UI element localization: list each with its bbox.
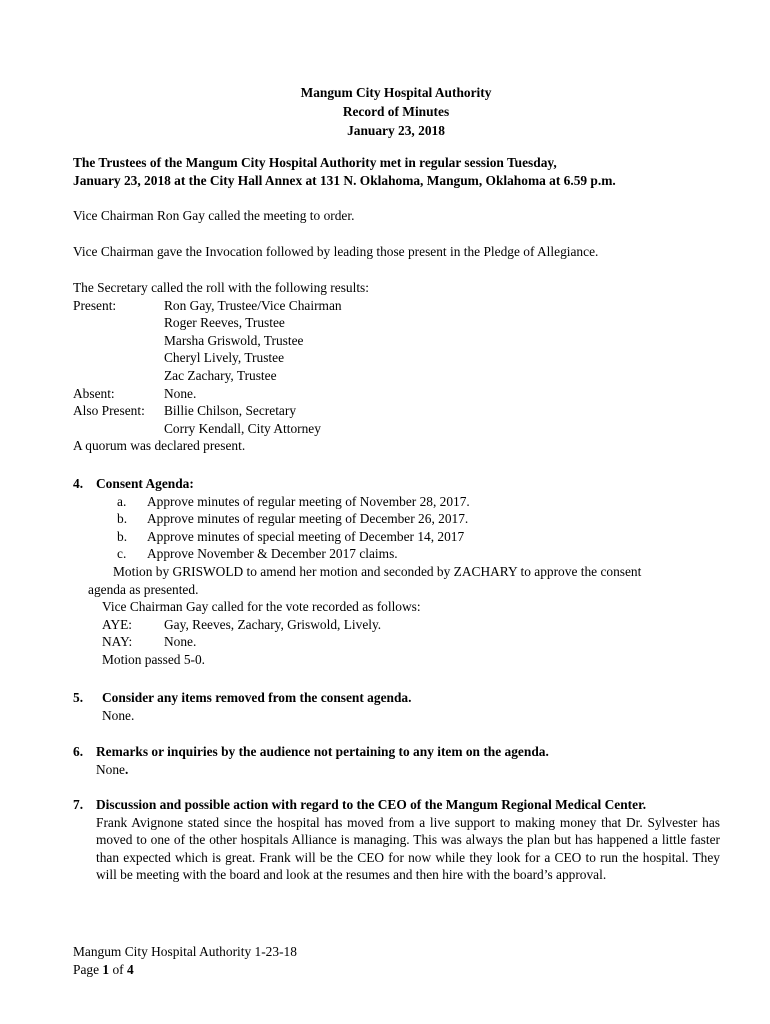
intro-line: The Trustees of the Mangum City Hospital Authority met in regular session Tuesday, [73,155,557,170]
item-title: Discussion and possible action with regard to the CEO of the Mangum Regional Medical Center. [96,797,647,812]
footer-title: Mangum City Hospital Authority 1-23-18 [73,944,297,959]
page-total: 4 [126,961,134,977]
motion-line: agenda as presented. [88,581,199,597]
subitem-text: Approve minutes of regular meeting of November 28, 2017. [147,493,470,509]
consent-subitem [73,528,720,546]
document-header [0,83,770,140]
page-number [73,961,297,979]
also-present-label: Also Present: [73,403,145,419]
agenda-item-4 [73,475,720,669]
subitem-letter: b. [117,528,128,544]
item-number: 4. [73,476,84,491]
agenda-item-6 [73,743,720,778]
call-to-order: Vice Chairman Ron Gay called the meeting to order. [73,208,355,223]
subitem-letter: c. [117,546,127,562]
item-title: Consent Agenda: [96,476,194,491]
absent-value: None. [164,385,197,401]
vote-nay [73,633,720,651]
of-label: of [112,961,124,977]
agenda-item-7 [73,796,720,884]
intro-paragraph [73,154,733,189]
document-type: Record of Minutes [342,104,450,119]
item-body-text: None [96,761,126,777]
subitem-text: Approve November & December 2017 claims. [147,546,398,562]
intro-line: January 23, 2018 at the City Hall Annex at 131 N. Oklahoma, Mangum, Oklahoma at 6.59 p.m. [73,172,616,188]
subitem-text: Approve minutes of regular meeting of December 26, 2017. [147,511,469,527]
nay-votes: None. [164,634,197,650]
subitem-letter: b. [117,511,128,527]
aye-votes: Gay, Reeves, Zachary, Griswold, Lively. [164,616,382,632]
quorum-statement: A quorum was declared present. [73,438,246,454]
item-title: Remarks or inquiries by the audience not pertaining to any item on the agenda. [96,744,549,759]
motion-result: Motion passed 5-0. [102,651,206,667]
consent-subitem [73,545,720,563]
item-body-punct: . [125,761,129,777]
also-present-list [164,402,321,437]
meeting-date: January 23, 2018 [347,123,445,138]
also-present-member: Corry Kendall, City Attorney [164,420,321,436]
also-present-member: Billie Chilson, Secretary [164,403,297,419]
item-body: None. [102,707,135,723]
vote-intro: Vice Chairman Gay called for the vote recorded as follows: [102,599,421,615]
item-title: Consider any items removed from the consent agenda. [102,690,412,705]
present-label: Present: [73,297,117,313]
invocation: Vice Chairman gave the Invocation followed by leading those present in the Pledge of Allegiance. [73,244,599,259]
consent-subitem [73,493,720,511]
present-member: Roger Reeves, Trustee [164,315,285,331]
item-body [73,761,720,779]
vote-aye [73,616,720,634]
organization-title: Mangum City Hospital Authority [300,85,492,100]
present-list [164,297,342,385]
item-body: Frank Avignone stated since the hospital has moved from a live support to making money that Dr. Sylvester has moved to one of the other hospitals Alliance is managing. This was always the plan but has happened a little faster than expected which is great. Frank will be the CEO for now while they look for a CEO to run the hospital. They will be meeting with the board and look at the resumes and then hire with the board’s approval. [96,814,720,883]
present-member: Zac Zachary, Trustee [164,367,277,383]
page-label: Page [73,961,100,977]
nay-label: NAY: [102,634,133,650]
agenda-item-5 [73,689,720,724]
present-member: Ron Gay, Trustee/Vice Chairman [164,297,342,313]
present-member: Marsha Griswold, Trustee [164,332,304,348]
consent-subitem [73,510,720,528]
item-number: 6. [73,744,84,759]
subitem-letter: a. [117,493,127,509]
subitem-text: Approve minutes of special meeting of December 14, 2017 [147,528,465,544]
item-number: 7. [73,797,84,812]
motion-line: Motion by GRISWOLD to amend her motion and seconded by ZACHARY to approve the consent [113,563,642,579]
page-current: 1 [102,961,110,977]
item-number: 5. [73,690,84,705]
present-member: Cheryl Lively, Trustee [164,350,285,366]
roll-call [73,279,733,455]
page-footer [73,943,297,978]
aye-label: AYE: [102,616,133,632]
roll-intro: The Secretary called the roll with the following results: [73,280,369,295]
absent-label: Absent: [73,385,115,401]
